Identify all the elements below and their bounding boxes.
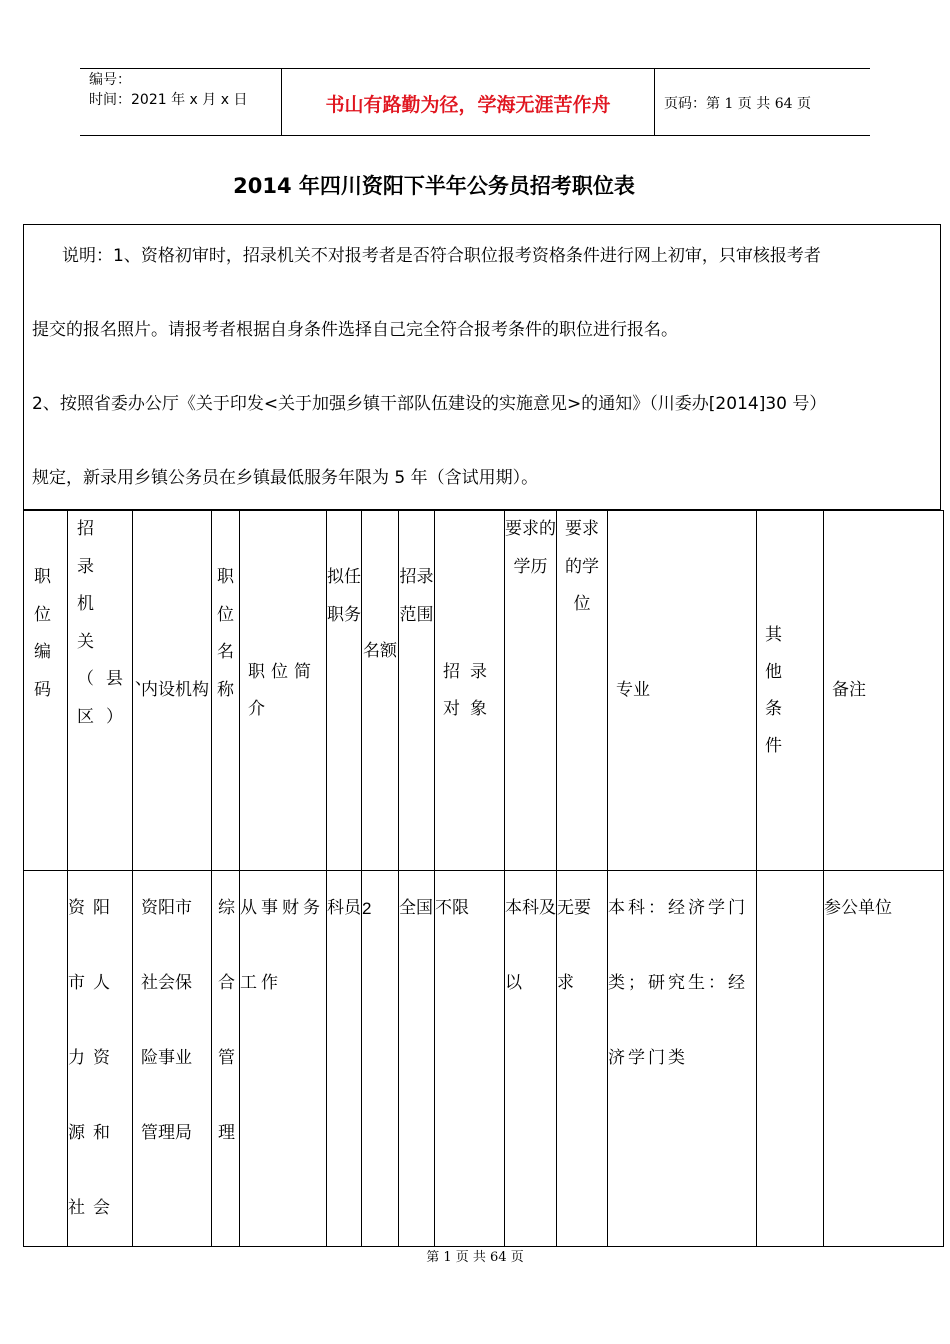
header-divider	[281, 68, 282, 136]
header-edu: 要求的学历	[505, 511, 557, 871]
cell-major: 本科：经济学门类；研究生：经济学门类	[608, 871, 757, 1247]
header-degree: 要求的学位	[557, 511, 608, 871]
header-row	[24, 511, 944, 871]
cell-target: 不限	[435, 871, 505, 1247]
note-line: 说明：1、资格初审时，招录机关不对报考者是否符合职位报考资格条件进行网上初审，只审核报考者	[62, 246, 821, 266]
page-info: 页码：第 1 页 共 64 页	[664, 96, 811, 112]
header-top-rule	[80, 68, 870, 69]
time-label: 时间：2021 年 x 月 x 日	[89, 92, 248, 108]
header-major: 专业	[608, 511, 757, 871]
cell-agency: 资阳市人力资源和社会	[68, 871, 133, 1247]
motto: 书山有路勤为径，学海无涯苦作舟	[325, 94, 611, 116]
cell-remark: 参公单位	[824, 871, 944, 1247]
header-code: 职位编码	[24, 511, 68, 871]
header-dept: 内设机构	[133, 511, 212, 871]
note-line: 2、按照省委办公厅《关于印发<关于加强乡镇干部队伍建设的实施意见>的通知》（川委办[2014]30 号）	[32, 394, 827, 414]
header-agency: 招录机关（县、区）	[68, 511, 133, 871]
cell-pos-name: 综合管理	[212, 871, 240, 1247]
serial-label: 编号：	[89, 72, 131, 88]
header-divider	[654, 68, 655, 136]
note-line: 提交的报名照片。请报考者根据自身条件选择自己完全符合报考条件的职位进行报名。	[32, 320, 678, 340]
positions-table	[23, 510, 944, 1247]
header-count: 名额	[362, 511, 399, 871]
header-target: 招录对象	[435, 511, 505, 871]
header-duty: 拟任职务	[327, 511, 362, 871]
cell-code	[24, 871, 68, 1247]
header-bottom-rule	[80, 135, 870, 136]
page-footer: 第 1 页 共 64 页	[426, 1250, 524, 1265]
cell-other	[757, 871, 824, 1247]
header-intro: 职位简介	[240, 511, 327, 871]
cell-scope: 全国	[399, 871, 435, 1247]
note-line: 规定，新录用乡镇公务员在乡镇最低服务年限为 5 年（含试用期）。	[32, 468, 539, 488]
notes-box	[23, 224, 941, 510]
header-other: 其他条件	[757, 511, 824, 871]
cell-dept: 资阳市社会保险事业管理局	[133, 871, 212, 1247]
cell-intro: 从事财务工作	[240, 871, 327, 1247]
cell-count: 2	[362, 871, 399, 1247]
cell-degree: 无要求	[557, 871, 608, 1247]
header-remark: 备注	[824, 511, 944, 871]
cell-edu: 本科及以	[505, 871, 557, 1247]
cell-duty: 科员	[327, 871, 362, 1247]
header-pos-name: 职位名称	[212, 511, 240, 871]
header-scope: 招录范围	[399, 511, 435, 871]
document-title: 2014 年四川资阳下半年公务员招考职位表	[233, 174, 635, 198]
table-row	[24, 871, 944, 1247]
